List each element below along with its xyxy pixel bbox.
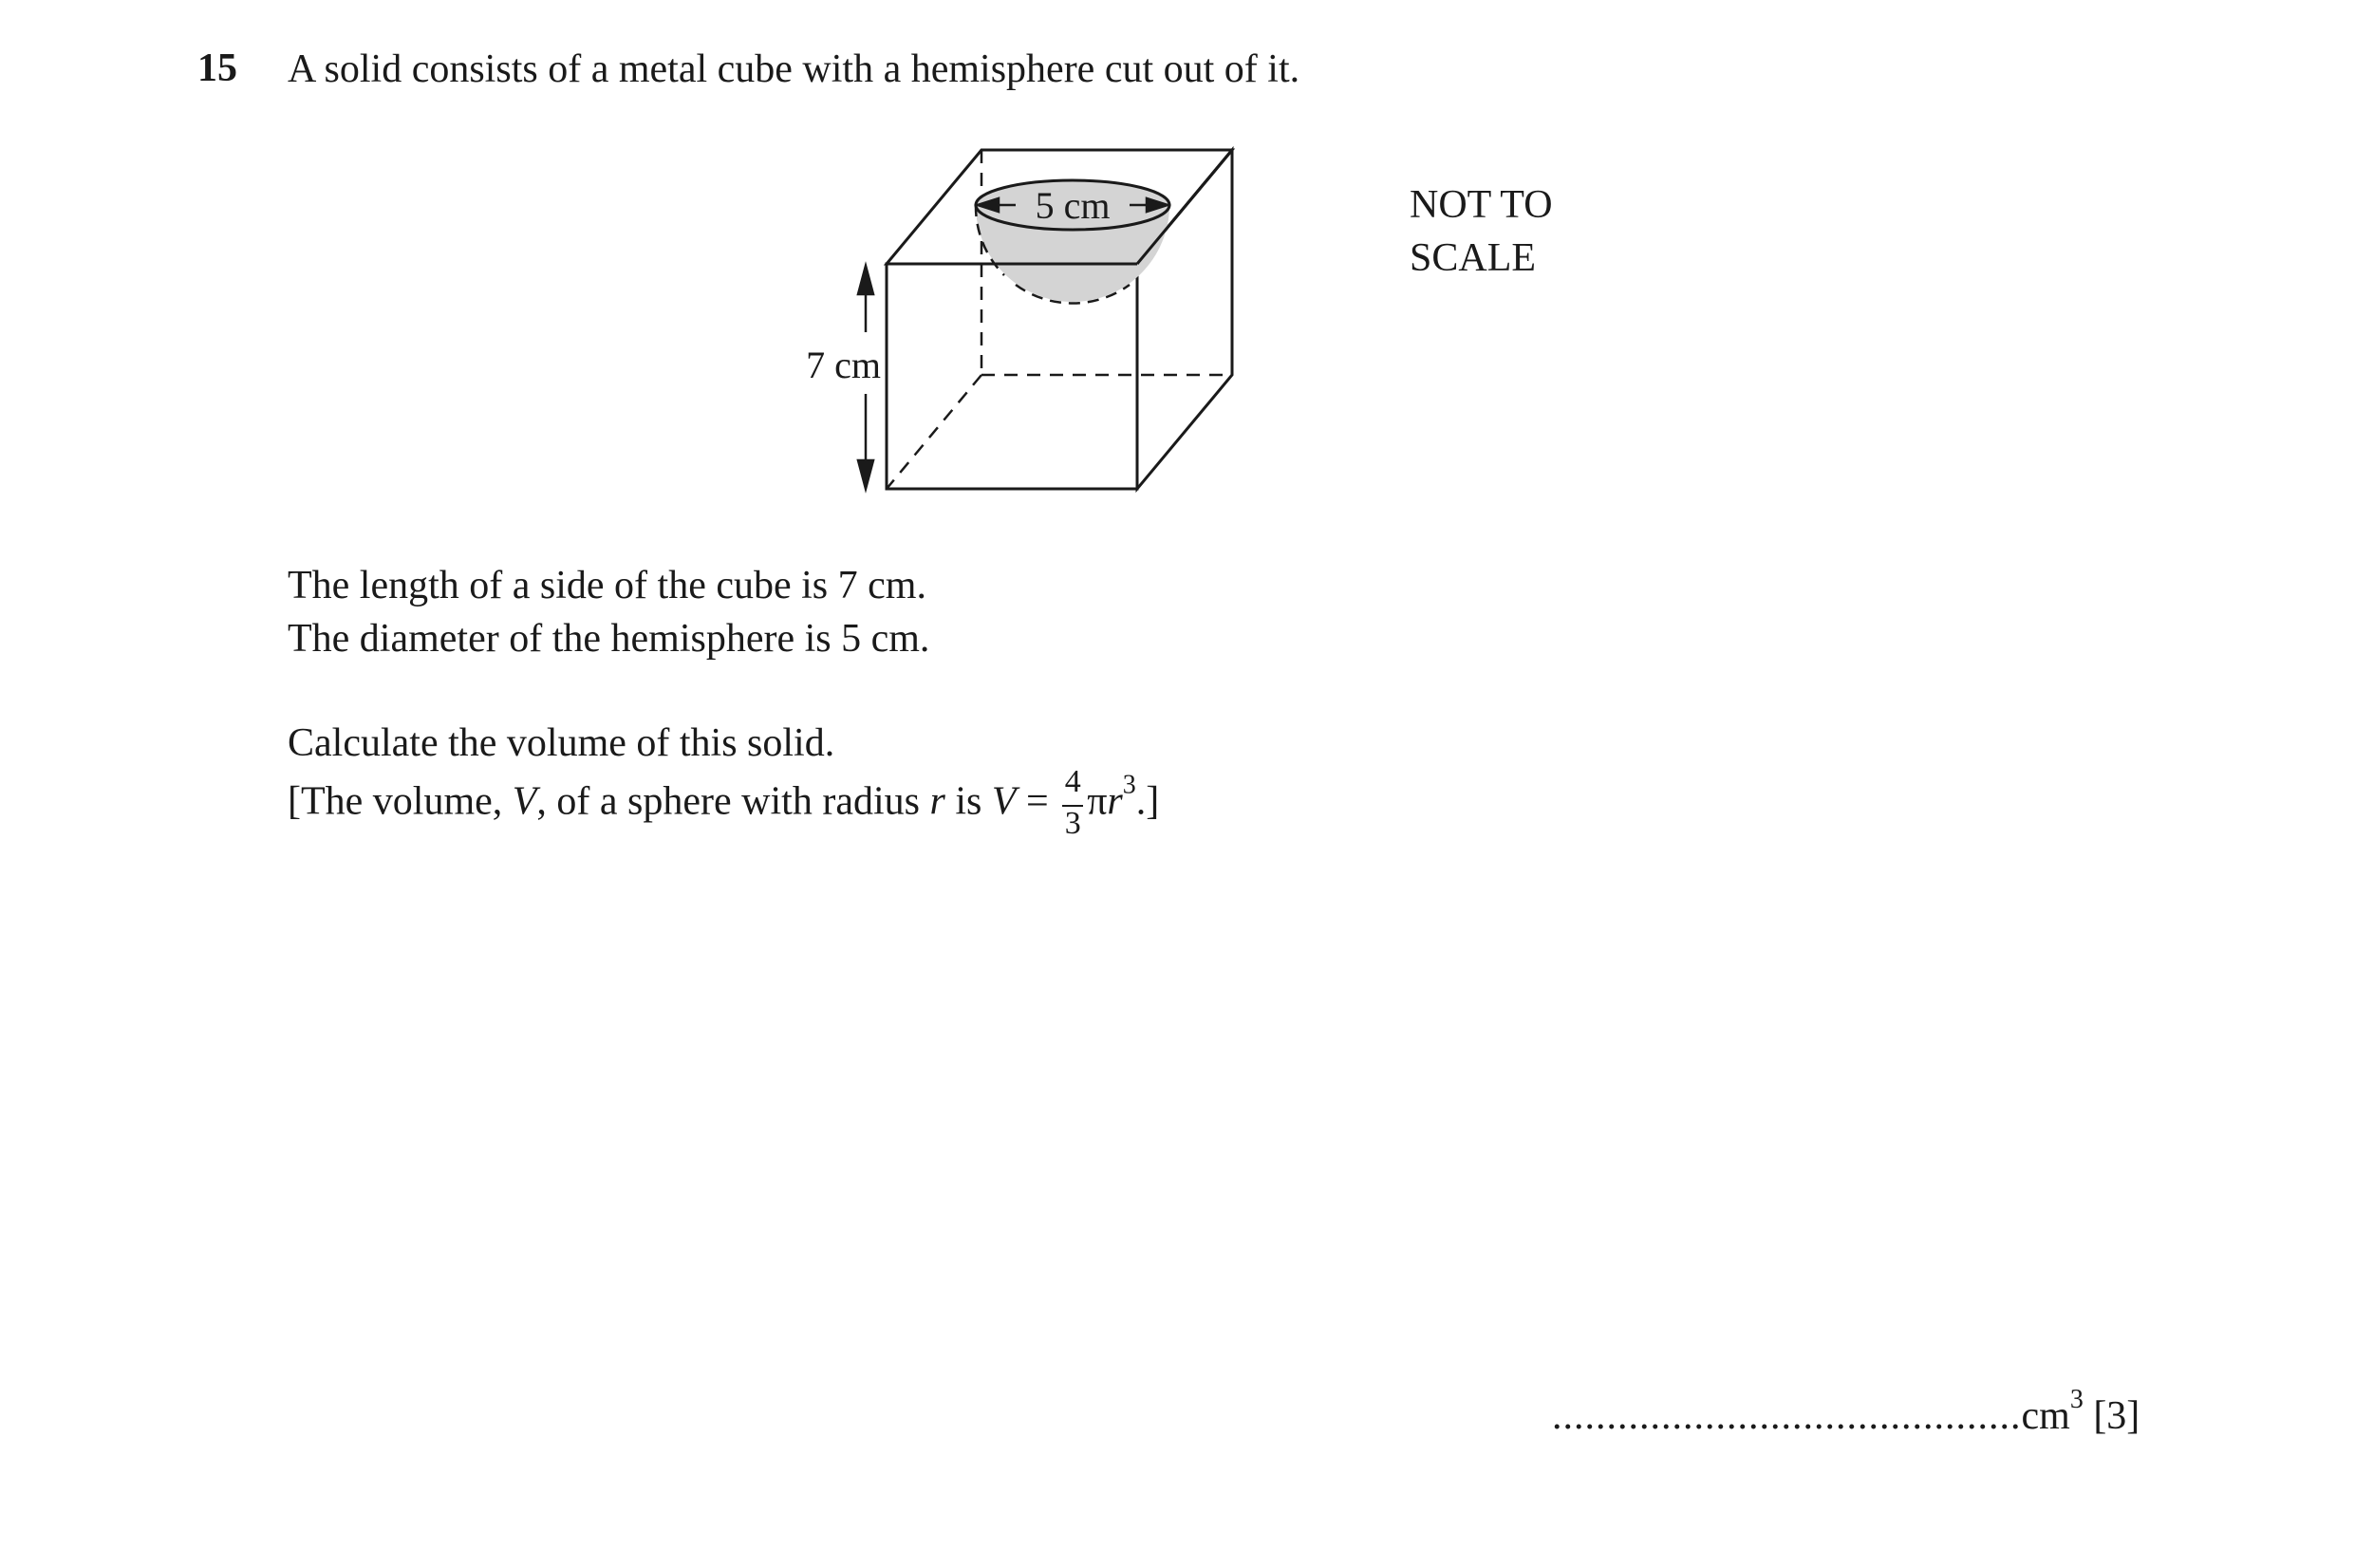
formula-var-r: r bbox=[929, 779, 945, 824]
answer-dots[interactable]: ........................................... bbox=[1552, 1394, 2022, 1438]
formula-equals: = bbox=[1016, 779, 1059, 824]
fraction-denominator: 3 bbox=[1064, 806, 1081, 841]
sphere-volume-formula bbox=[288, 764, 1160, 841]
answer-unit-exponent: 3 bbox=[2069, 1385, 2084, 1414]
formula-is: is bbox=[944, 779, 992, 824]
question-number: 15 bbox=[197, 47, 237, 90]
formula-var-r2: r bbox=[1107, 779, 1123, 824]
formula-middle: , of a sphere with radius bbox=[536, 779, 930, 824]
formula-suffix: .] bbox=[1135, 779, 1160, 824]
diameter-label: 5 cm bbox=[1035, 184, 1111, 227]
formula-var-v2: V bbox=[991, 779, 1017, 824]
formula-var-v: V bbox=[512, 779, 537, 824]
fact-side-length: The length of a side of the cube is 7 cm. bbox=[288, 564, 926, 607]
formula-prefix: [The volume, bbox=[288, 779, 513, 824]
note-line-1: NOT TO bbox=[1410, 183, 1553, 227]
task-instruction: Calculate the volume of this solid. bbox=[288, 721, 835, 765]
formula-pi: π bbox=[1087, 779, 1108, 824]
answer-unit: cm bbox=[2021, 1394, 2070, 1438]
fact-diameter: The diameter of the hemisphere is 5 cm. bbox=[288, 617, 930, 661]
answer-line[interactable] bbox=[1552, 1385, 2140, 1439]
note-line-2: SCALE bbox=[1410, 236, 1537, 280]
formula-fraction bbox=[1060, 764, 1085, 841]
fraction-numerator: 4 bbox=[1064, 764, 1081, 799]
not-to-scale-note bbox=[1410, 178, 1553, 285]
marks-label: [3] bbox=[2093, 1394, 2140, 1438]
side-length-label: 7 cm bbox=[806, 344, 881, 386]
question-stem: A solid consists of a metal cube with a hemisphere cut out of it. bbox=[288, 47, 1300, 91]
formula-exponent: 3 bbox=[1122, 770, 1136, 800]
hidden-edge-depth-bottom-left bbox=[887, 375, 981, 489]
